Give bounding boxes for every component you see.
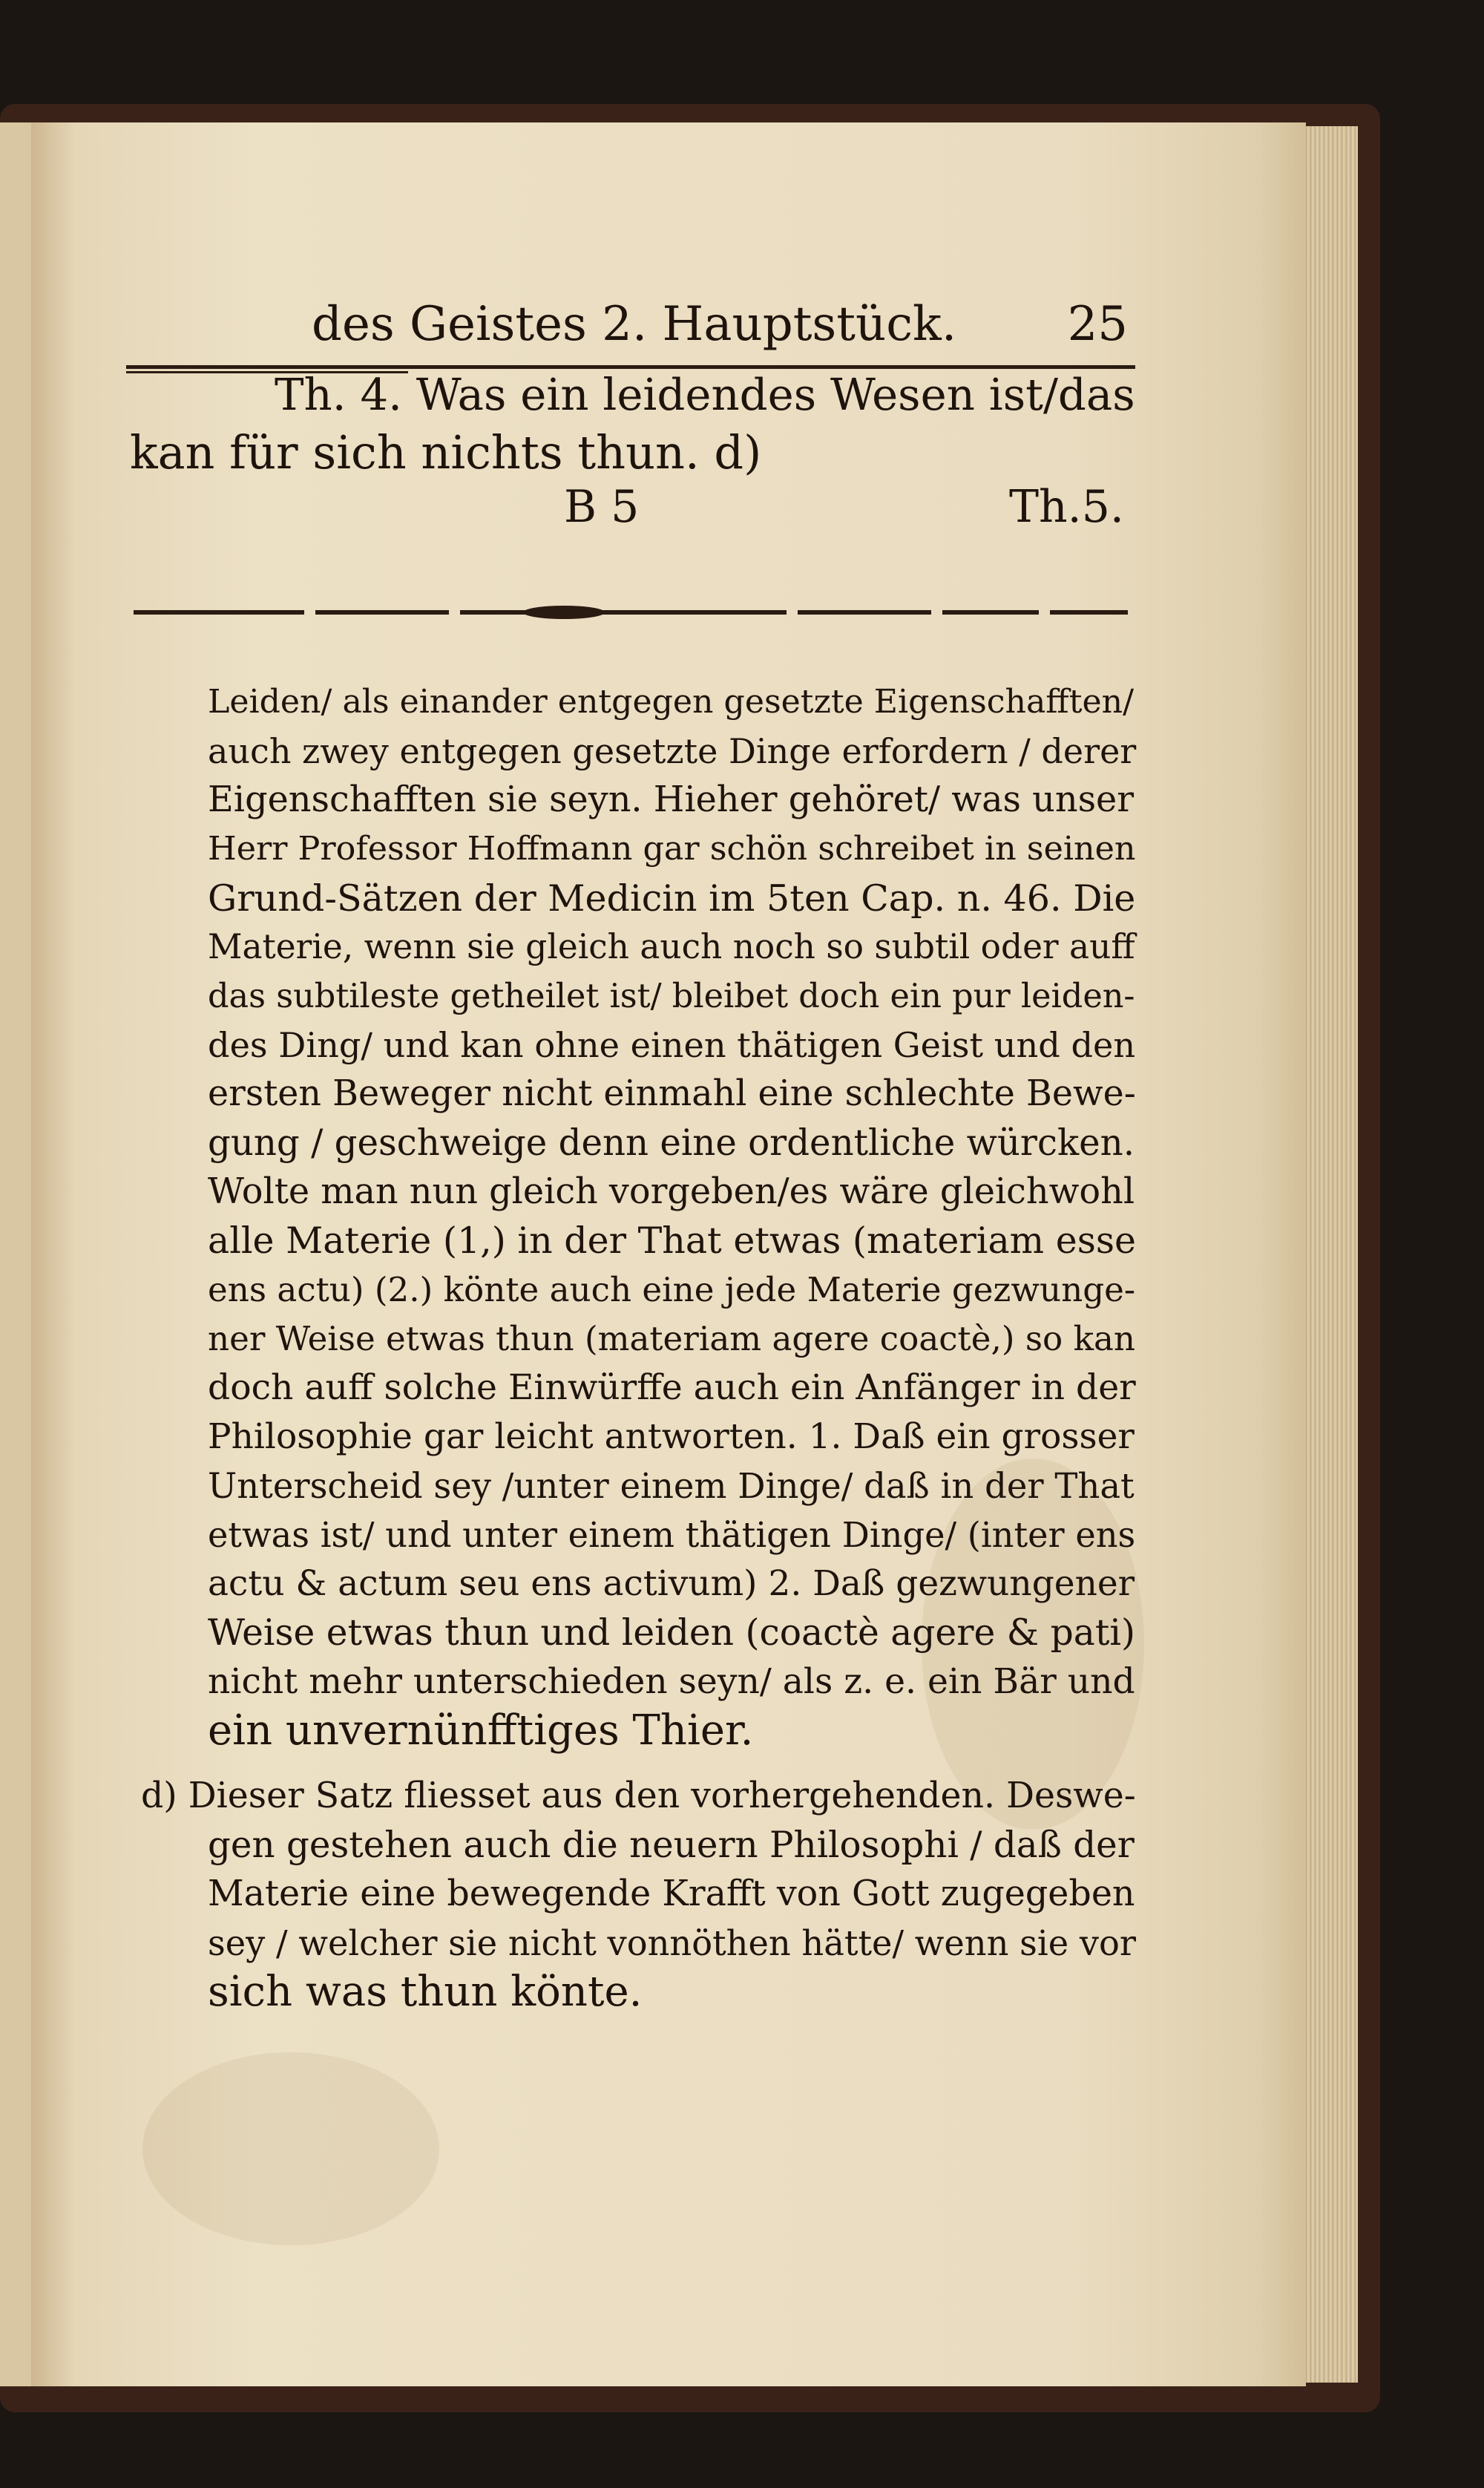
body-line: alle Materie (1,) in der That etwas (materiam esse bbox=[208, 1220, 1137, 1262]
top-paragraph-line: Th. 4. Was ein leidendes Wesen ist/das bbox=[275, 369, 1135, 420]
body-line: Grund-Sätzen der Medicin im 5ten Cap. n. 46. Die bbox=[208, 877, 1136, 920]
body-line: gung / geschweige denn eine ordentliche würcken. bbox=[208, 1122, 1135, 1164]
body-line: Philosophie gar leicht antworten. 1. Daß ein grosser bbox=[208, 1416, 1135, 1457]
running-head-title: des Geistes 2. Hauptstück. bbox=[312, 297, 957, 352]
catchword: Th.5. bbox=[1009, 481, 1124, 533]
footnote-line: d) Dieser Satz fliesset aus den vorhergehenden. Deswe- bbox=[141, 1775, 1136, 1816]
footnote-line: sich was thun könte. bbox=[208, 1968, 643, 2016]
body-line: nicht mehr unterschieden seyn/ als z. e. ein Bär und bbox=[208, 1661, 1135, 1702]
footnote-line: Materie eine bewegende Krafft von Gott zugegeben bbox=[208, 1873, 1135, 1914]
paper-stain bbox=[142, 2052, 439, 2245]
body-line: Wolte man nun gleich vorgeben/es wäre gleichwohl bbox=[208, 1171, 1135, 1212]
body-line: des Ding/ und kan ohne einen thätigen Geist und den bbox=[208, 1025, 1136, 1065]
page-number: 25 bbox=[1067, 297, 1128, 352]
body-line: Herr Professor Hoffmann gar schön schreibet in seinen bbox=[208, 830, 1136, 868]
body-line: Eigenschafften sie seyn. Hieher gehöret/ was unser bbox=[208, 779, 1135, 820]
page-edges bbox=[1306, 126, 1358, 2383]
body-line: ein unvernünfftiges Thier. bbox=[208, 1706, 754, 1755]
body-line: ens actu) (2.) könte auch eine jede Materie gezwunge- bbox=[208, 1270, 1136, 1309]
running-head bbox=[312, 297, 1128, 356]
body-line: das subtileste getheilet ist/ bleibet doch ein pur leiden- bbox=[208, 977, 1135, 1015]
left-page-edge bbox=[0, 122, 31, 2386]
body-line: auch zwey entgegen gesetzte Dinge erfordern / derer bbox=[208, 731, 1137, 771]
body-line: etwas ist/ und unter einem thätigen Dinge/ (inter ens bbox=[208, 1515, 1136, 1555]
footnote-line: sey / welcher sie nicht vonnöthen hätte/ wenn sie vor bbox=[208, 1923, 1136, 1963]
body-line: Unterscheid sey /unter einem Dinge/ daß in der That bbox=[208, 1466, 1135, 1506]
body-line: ner Weise etwas thun (materiam agere coactè,) so kan bbox=[208, 1319, 1136, 1358]
body-line: Leiden/ als einander entgegen gesetzte Eigenschafften/ bbox=[208, 683, 1134, 721]
footnote-line: gen gestehen auch die neuern Philosophi / daß der bbox=[208, 1824, 1135, 1866]
body-line: Weise etwas thun und leiden (coactè agere & pati) bbox=[208, 1612, 1135, 1654]
body-line: doch auff solche Einwürffe auch ein Anfänger in der bbox=[208, 1367, 1136, 1408]
signature-mark: B 5 bbox=[564, 481, 640, 533]
body-line: actu & actum seu ens activum) 2. Daß gezwungener bbox=[208, 1563, 1135, 1604]
top-paragraph-line: kan für sich nichts thun. d) bbox=[130, 425, 762, 479]
body-line: ersten Beweger nicht einmahl eine schlechte Bewe- bbox=[208, 1073, 1136, 1114]
ornamental-rule bbox=[134, 603, 1128, 622]
body-line: Materie, wenn sie gleich auch noch so subtil oder auff bbox=[208, 927, 1135, 966]
